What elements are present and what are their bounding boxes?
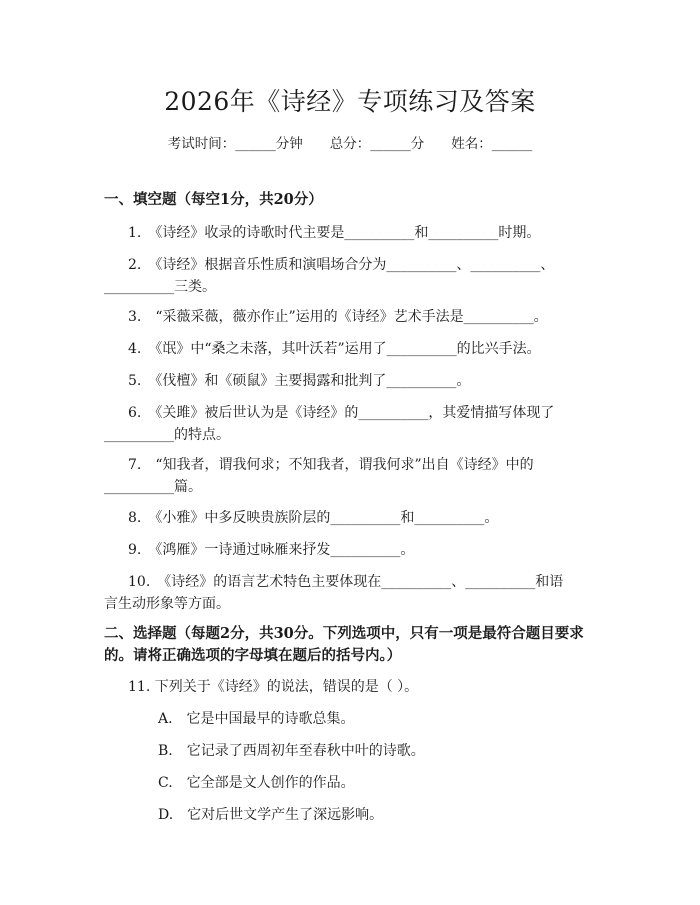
question-7: 7. “知我者，谓我何求；不知我者，谓我何求”出自《诗经》中的__________篇。	[104, 457, 534, 495]
question-5: 5. 《伐檀》和《硕鼠》主要揭露和批判了__________。	[128, 373, 471, 389]
section-heading-multiple-choice: 二、选择题（每题2分，共30分。下列选项中，只有一项是最符合题目要求的。请将正确选项的字母填在题后的括号内。）	[104, 625, 584, 664]
question-2: 2. 《诗经》根据音乐性质和演唱场合分为__________、__________、__________三类。	[104, 257, 555, 295]
question-3: 3. “采薇采薇，薇亦作止”运用的《诗经》艺术手法是__________。	[128, 309, 548, 325]
option-b: B. 它记录了西周初年至春秋中叶的诗歌。	[158, 743, 425, 759]
option-d: D. 它对后世文学产生了深远影响。	[158, 807, 384, 823]
question-9: 9. 《鸿雁》一诗通过咏雁来抒发__________。	[128, 542, 415, 558]
question-6: 6. 《关雎》被后世认为是《诗经》的__________，其爱情描写体现了__________的特点。	[104, 405, 555, 443]
page-title: 2026年《诗经》专项练习及答案	[164, 87, 536, 116]
option-c: C. 它全部是文人创作的作品。	[158, 775, 355, 791]
question-8: 8. 《小雅》中多反映贵族阶层的__________和__________。	[128, 510, 499, 526]
question-4: 4. 《氓》中“桑之未落，其叶沃若”运用了__________的比兴手法。	[128, 341, 541, 357]
option-a: A. 它是中国最早的诗歌总集。	[158, 711, 355, 727]
section-heading-fill-in: 一、填空题（每空1分，共20分）	[104, 191, 323, 208]
exam-info-line: 考试时间：______分钟 总分：______分 姓名：______	[167, 136, 533, 152]
question-11: 11. 下列关于《诗经》的说法，错误的是（ ）。	[128, 679, 419, 695]
question-10: 10. 《诗经》的语言艺术特色主要体现在__________、__________和语言生动形象等方面。	[104, 574, 564, 612]
question-1: 1. 《诗经》收录的诗歌时代主要是__________和__________时期。	[128, 225, 541, 241]
